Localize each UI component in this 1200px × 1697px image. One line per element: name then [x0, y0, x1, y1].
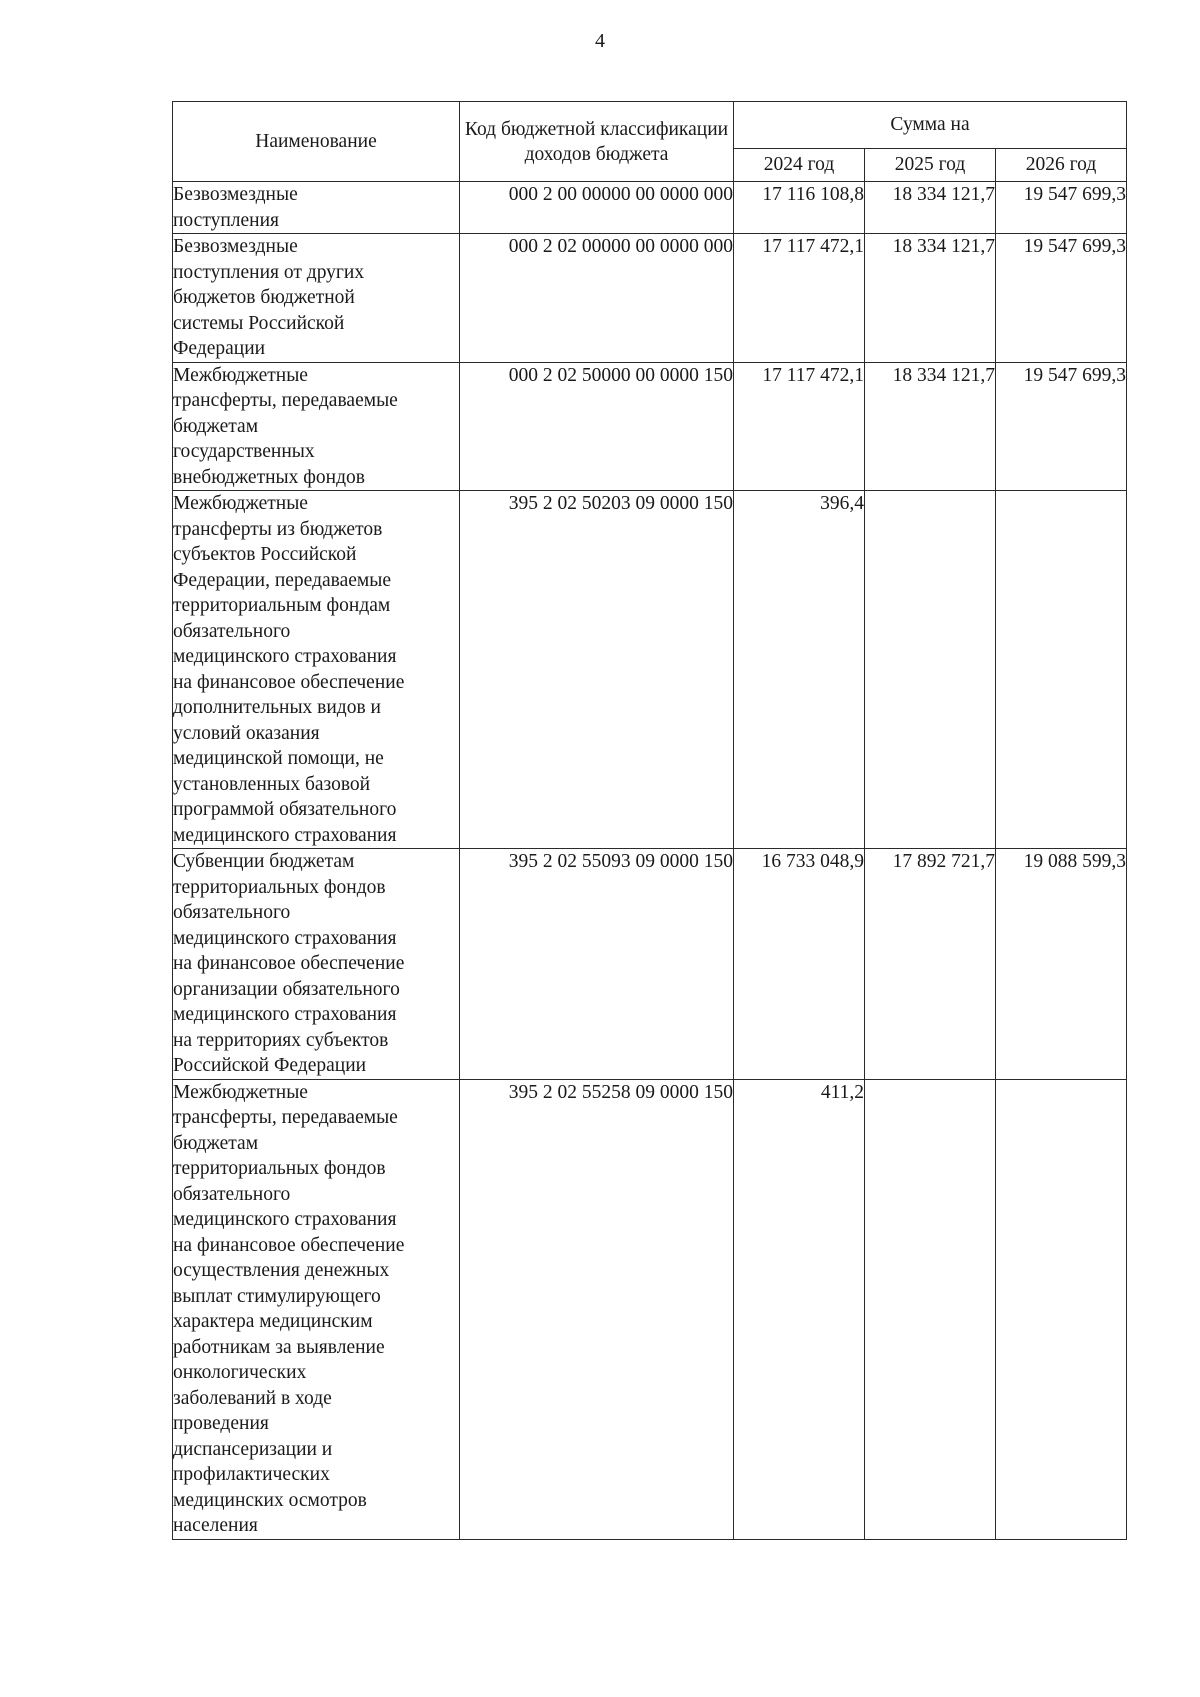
row-amount-2025: 17 892 721,7 — [865, 849, 996, 1080]
row-amount-2024: 396,4 — [734, 491, 865, 849]
row-amount-2024: 411,2 — [734, 1079, 865, 1539]
row-amount-2026 — [996, 1079, 1127, 1539]
table-row — [173, 234, 1127, 363]
row-amount-2025: 18 334 121,7 — [865, 182, 996, 234]
header-year-2025: 2025 год — [865, 149, 996, 182]
row-code: 395 2 02 50203 09 0000 150 — [460, 491, 734, 849]
header-year-2026: 2026 год — [996, 149, 1127, 182]
row-amount-2025: 18 334 121,7 — [865, 234, 996, 363]
row-code: 395 2 02 55093 09 0000 150 — [460, 849, 734, 1080]
row-code: 395 2 02 55258 09 0000 150 — [460, 1079, 734, 1539]
header-name: Наименование — [173, 102, 460, 182]
row-name: Межбюджетные трансферты, передаваемые бюджетам государственных внебюджетных фондов — [173, 362, 460, 491]
row-amount-2025: 18 334 121,7 — [865, 362, 996, 491]
budget-revenue-table — [172, 101, 1127, 1540]
table-row — [173, 362, 1127, 491]
row-code: 000 2 00 00000 00 0000 000 — [460, 182, 734, 234]
row-amount-2026: 19 547 699,3 — [996, 362, 1127, 491]
row-name: Безвозмездные поступления — [173, 182, 460, 234]
row-amount-2026: 19 088 599,3 — [996, 849, 1127, 1080]
page-number: 4 — [595, 30, 605, 52]
row-amount-2024: 17 116 108,8 — [734, 182, 865, 234]
row-amount-2026: 19 547 699,3 — [996, 234, 1127, 363]
row-amount-2025 — [865, 1079, 996, 1539]
table-row — [173, 182, 1127, 234]
row-name: Межбюджетные трансферты, передаваемые бюджетам территориальных фондов обязательного медицинского страхования на финансовое обеспечение осуществления денежных выплат стимулирующего характера медицинским работникам за выявление онкологических заболеваний в ходе проведения диспансеризации и профилактических медицинских осмотров населения — [173, 1079, 460, 1539]
header-year-2024: 2024 год — [734, 149, 865, 182]
header-sum: Сумма на — [734, 102, 1127, 149]
row-amount-2026: 19 547 699,3 — [996, 182, 1127, 234]
row-code: 000 2 02 00000 00 0000 000 — [460, 234, 734, 363]
row-amount-2024: 17 117 472,1 — [734, 362, 865, 491]
row-amount-2024: 17 117 472,1 — [734, 234, 865, 363]
row-amount-2024: 16 733 048,9 — [734, 849, 865, 1080]
row-name: Межбюджетные трансферты из бюджетов субъектов Российской Федерации, передаваемые территориальным фондам обязательного медицинского страхования на финансовое обеспечение дополнительных видов и условий оказания медицинской помощи, не установленных базовой программой обязательного медицинского страхования — [173, 491, 460, 849]
row-amount-2026 — [996, 491, 1127, 849]
row-name: Безвозмездные поступления от других бюджетов бюджетной системы Российской Федерации — [173, 234, 460, 363]
header-code: Код бюджетной классификации доходов бюджета — [460, 102, 734, 182]
table-row — [173, 1079, 1127, 1539]
row-amount-2025 — [865, 491, 996, 849]
table-row — [173, 849, 1127, 1080]
table-row — [173, 491, 1127, 849]
row-name: Субвенции бюджетам территориальных фондов обязательного медицинского страхования на финансовое обеспечение организации обязательного медицинского страхования на территориях субъектов Российской Федерации — [173, 849, 460, 1080]
row-code: 000 2 02 50000 00 0000 150 — [460, 362, 734, 491]
